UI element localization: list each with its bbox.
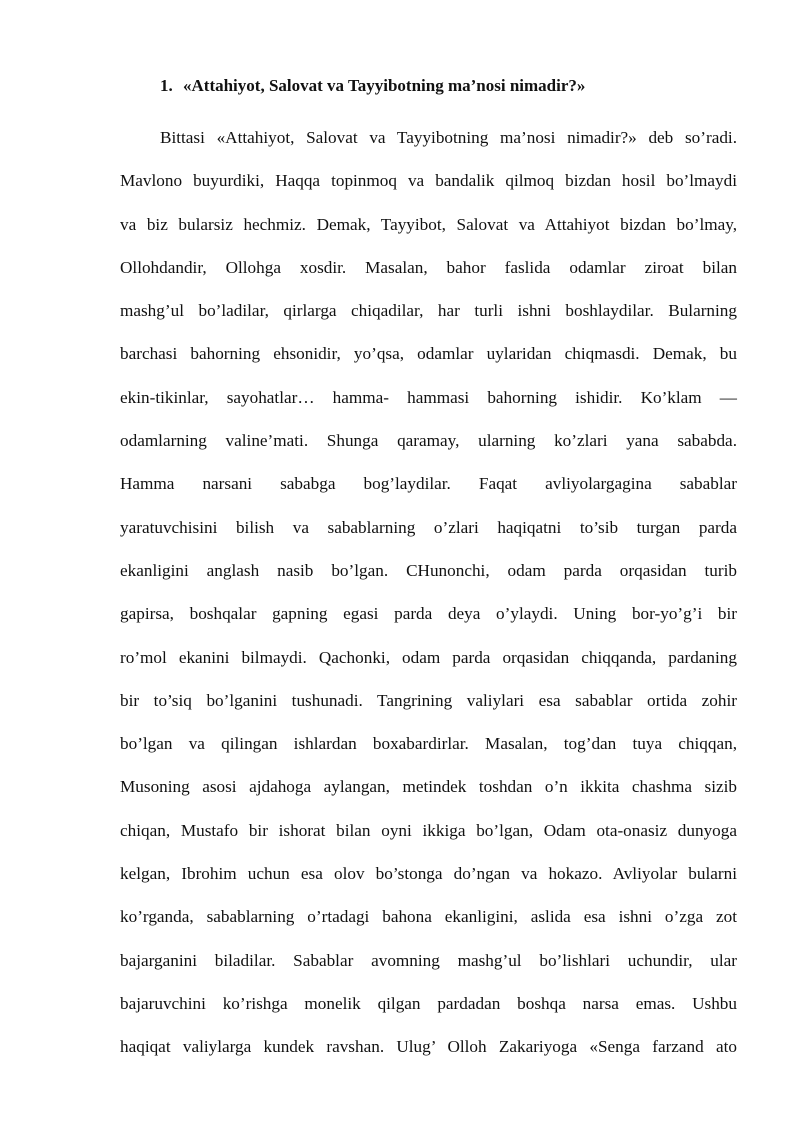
paragraph-line: barchasi bahorning ehsonidir, yo’qsa, odamlar uylaridan chiqmasdi. Demak, bu [120, 344, 737, 364]
paragraph-line: odamlarning valine’mati. Shunga qaramay, ularning ko’zlari yana sababda. [120, 431, 737, 451]
paragraph-line: bajarganini biladilar. Sabablar avomning mashg’ul bo’lishlari uchundir, ular [120, 950, 737, 970]
paragraph-line: Ollohdandir, Ollohga xosdir. Masalan, bahor faslida odamlar ziroat bilan [120, 257, 737, 277]
paragraph-line: Mavlono buyurdiki, Haqqa topinmoq va bandalik qilmoq bizdan hosil bo’lmaydi [120, 171, 737, 191]
section-title: «Attahiyot, Salovat va Tayyibotning ma’nosi nimadir?» [183, 76, 586, 95]
paragraph-line: ko’rganda, sabablarning o’rtadagi bahona ekanligini, aslida esa ishni o’zga zot [120, 907, 737, 927]
paragraph-line: bir to’siq bo’lganini tushunadi. Tangrining valiylari esa sabablar ortida zohir [120, 690, 737, 710]
paragraph-line: bo’lgan va qilingan ishlardan boxabardirlar. Masalan, tog’dan tuya chiqqan, [120, 734, 737, 754]
paragraph-line: Hamma narsani sababga bog’laydilar. Faqat avliyolargagina sabablar [120, 474, 737, 494]
paragraph-line: ro’mol ekanini bilmaydi. Qachonki, odam parda orqasidan chiqqanda, pardaning [120, 647, 737, 667]
paragraph-line: Bittasi «Attahiyot, Salovat va Tayyibotning ma’nosi nimadir?» deb so’radi. [160, 128, 737, 147]
paragraph-line: haqiqat valiylarga kundek ravshan. Ulug’ Olloh Zakariyoga «Senga farzand ato [120, 1037, 737, 1057]
paragraph-line: kelgan, Ibrohim uchun esa olov bo’stonga do’ngan va hokazo. Avliyolar bularni [120, 864, 737, 884]
paragraph-line: ekin-tikinlar, sayohatlar… hamma- hammasi bahorning ishidir. Ko’klam — [120, 387, 737, 407]
paragraph-line: ekanligini anglash nasib bo’lgan. CHunonchi, odam parda orqasidan turib [120, 560, 737, 580]
paragraph-line: mashg’ul bo’ladilar, qirlarga chiqadilar, har turli ishni boshlaydilar. Bularning [120, 301, 737, 321]
paragraph-line: chiqan, Mustafo bir ishorat bilan oyni ikkiga bo’lgan, Odam ota-onasiz dunyoga [120, 820, 737, 840]
paragraph-line: gapirsa, boshqalar gapning egasi parda deya o’ylaydi. Uning bor-yo’g’i bir [120, 604, 737, 624]
section-heading [160, 74, 585, 98]
section-number: 1. [160, 76, 173, 95]
paragraph-line: yaratuvchisini bilish va sabablarning o’zlari haqiqatni to’sib turgan parda [120, 517, 737, 537]
body-paragraph [120, 116, 737, 1069]
paragraph-line: bajaruvchini ko’rishga monelik qilgan pardadan boshqa narsa emas. Ushbu [120, 993, 737, 1013]
paragraph-line: va biz bularsiz hechmiz. Demak, Tayyibot, Salovat va Attahiyot bizdan bo’lmay, [120, 214, 737, 234]
paragraph-line: Musoning asosi ajdahoga aylangan, metindek toshdan o’n ikkita chashma sizib [120, 777, 737, 797]
